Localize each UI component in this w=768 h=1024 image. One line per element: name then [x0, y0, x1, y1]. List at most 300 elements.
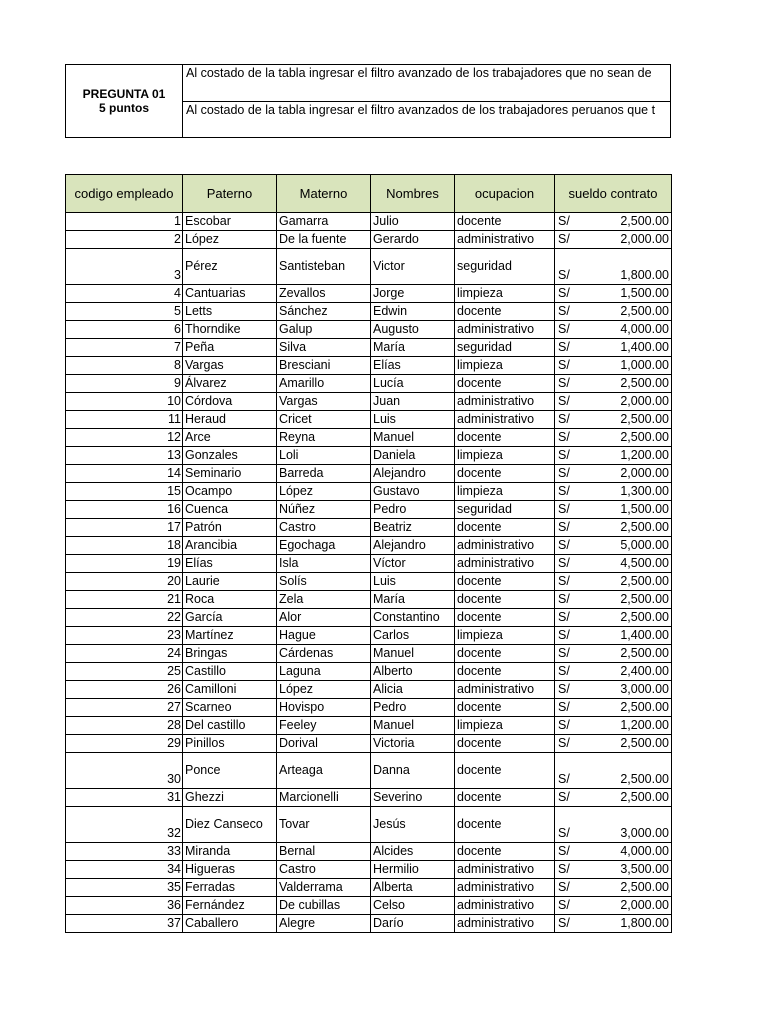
cell-ocupacion[interactable]: administrativo: [455, 321, 555, 339]
cell-paterno[interactable]: Álvarez: [183, 375, 277, 393]
cell-materno[interactable]: Marcionelli: [277, 789, 371, 807]
cell-materno[interactable]: Cricet: [277, 411, 371, 429]
cell-nombres[interactable]: Danna: [371, 753, 455, 789]
cell-ocupacion[interactable]: administrativo: [455, 537, 555, 555]
cell-codigo[interactable]: 4: [66, 285, 183, 303]
cell-materno[interactable]: Vargas: [277, 393, 371, 411]
cell-codigo[interactable]: 21: [66, 591, 183, 609]
cell-materno[interactable]: Núñez: [277, 501, 371, 519]
cell-nombres[interactable]: María: [371, 591, 455, 609]
header-sueldo[interactable]: sueldo contrato: [555, 175, 672, 213]
cell-materno[interactable]: De la fuente: [277, 231, 371, 249]
salary-amount: 2,500.00: [620, 430, 669, 444]
header-ocupacion[interactable]: ocupacion: [455, 175, 555, 213]
cell-paterno[interactable]: López: [183, 231, 277, 249]
cell-paterno[interactable]: Ghezzi: [183, 789, 277, 807]
cell-sueldo[interactable]: [555, 645, 672, 663]
cell-paterno[interactable]: Fernández: [183, 897, 277, 915]
cell-codigo[interactable]: 31: [66, 789, 183, 807]
cell-nombres[interactable]: Augusto: [371, 321, 455, 339]
cell-materno[interactable]: Castro: [277, 519, 371, 537]
cell-materno[interactable]: Alegre: [277, 915, 371, 933]
cell-sueldo[interactable]: [555, 447, 672, 465]
cell-codigo[interactable]: 30: [66, 753, 183, 789]
cell-nombres[interactable]: Victoria: [371, 735, 455, 753]
cell-sueldo[interactable]: [555, 429, 672, 447]
cell-materno[interactable]: De cubillas: [277, 897, 371, 915]
header-codigo[interactable]: codigo empleado: [66, 175, 183, 213]
cell-codigo[interactable]: 32: [66, 807, 183, 843]
cell-codigo[interactable]: 19: [66, 555, 183, 573]
cell-ocupacion[interactable]: docente: [455, 519, 555, 537]
currency-symbol: S/: [558, 376, 570, 390]
cell-materno[interactable]: Tovar: [277, 807, 371, 843]
salary-amount: 1,800.00: [620, 916, 669, 930]
cell-nombres[interactable]: Alicia: [371, 681, 455, 699]
currency-symbol: S/: [558, 232, 570, 246]
cell-ocupacion[interactable]: administrativo: [455, 411, 555, 429]
cell-ocupacion[interactable]: docente: [455, 645, 555, 663]
cell-materno[interactable]: Galup: [277, 321, 371, 339]
currency-symbol: S/: [558, 538, 570, 552]
cell-paterno[interactable]: Pérez: [183, 249, 277, 285]
cell-nombres[interactable]: Daniela: [371, 447, 455, 465]
cell-codigo[interactable]: 33: [66, 843, 183, 861]
cell-sueldo[interactable]: [555, 699, 672, 717]
cell-ocupacion[interactable]: administrativo: [455, 897, 555, 915]
cell-sueldo[interactable]: [555, 213, 672, 231]
cell-sueldo[interactable]: [555, 717, 672, 735]
cell-paterno[interactable]: Heraud: [183, 411, 277, 429]
cell-paterno[interactable]: Martínez: [183, 627, 277, 645]
cell-codigo[interactable]: 3: [66, 249, 183, 285]
cell-ocupacion[interactable]: docente: [455, 843, 555, 861]
currency-symbol: S/: [558, 844, 570, 858]
cell-paterno[interactable]: Ponce: [183, 753, 277, 789]
cell-sueldo[interactable]: [555, 573, 672, 591]
salary-amount: 2,500.00: [620, 700, 669, 714]
table-row: [66, 285, 672, 303]
cell-ocupacion[interactable]: administrativo: [455, 915, 555, 933]
currency-symbol: S/: [558, 574, 570, 588]
cell-sueldo[interactable]: [555, 465, 672, 483]
salary-amount: 2,500.00: [620, 304, 669, 318]
table-row: [66, 357, 672, 375]
cell-paterno[interactable]: Camilloni: [183, 681, 277, 699]
table-row: [66, 213, 672, 231]
header-nombres[interactable]: Nombres: [371, 175, 455, 213]
cell-codigo[interactable]: 1: [66, 213, 183, 231]
table-row: [66, 411, 672, 429]
cell-materno[interactable]: Silva: [277, 339, 371, 357]
cell-materno[interactable]: López: [277, 483, 371, 501]
salary-amount: 1,000.00: [620, 358, 669, 372]
cell-sueldo[interactable]: [555, 231, 672, 249]
cell-paterno[interactable]: Vargas: [183, 357, 277, 375]
cell-paterno[interactable]: Diez Canseco: [183, 807, 277, 843]
currency-symbol: S/: [558, 664, 570, 678]
cell-nombres[interactable]: Edwin: [371, 303, 455, 321]
currency-symbol: S/: [558, 682, 570, 696]
cell-paterno[interactable]: Caballero: [183, 915, 277, 933]
cell-ocupacion[interactable]: docente: [455, 429, 555, 447]
cell-materno[interactable]: Dorival: [277, 735, 371, 753]
cell-paterno[interactable]: Higueras: [183, 861, 277, 879]
cell-nombres[interactable]: Pedro: [371, 501, 455, 519]
cell-sueldo[interactable]: [555, 861, 672, 879]
table-row: [66, 717, 672, 735]
cell-nombres[interactable]: Lucía: [371, 375, 455, 393]
cell-ocupacion[interactable]: administrativo: [455, 879, 555, 897]
cell-codigo[interactable]: 20: [66, 573, 183, 591]
cell-materno[interactable]: Santisteban: [277, 249, 371, 285]
currency-symbol: S/: [558, 790, 570, 804]
salary-amount: 1,800.00: [620, 268, 669, 282]
cell-materno[interactable]: Solís: [277, 573, 371, 591]
cell-materno[interactable]: Arteaga: [277, 753, 371, 789]
cell-materno[interactable]: Zevallos: [277, 285, 371, 303]
cell-nombres[interactable]: Hermilio: [371, 861, 455, 879]
cell-codigo[interactable]: 12: [66, 429, 183, 447]
cell-ocupacion[interactable]: docente: [455, 591, 555, 609]
cell-ocupacion[interactable]: seguridad: [455, 339, 555, 357]
currency-symbol: S/: [558, 772, 570, 786]
cell-paterno[interactable]: Arancibia: [183, 537, 277, 555]
cell-paterno[interactable]: Córdova: [183, 393, 277, 411]
header-materno[interactable]: Materno: [277, 175, 371, 213]
table-row: [66, 249, 672, 285]
cell-paterno[interactable]: Cantuarias: [183, 285, 277, 303]
table-row: [66, 447, 672, 465]
table-row: [66, 915, 672, 933]
cell-materno[interactable]: Amarillo: [277, 375, 371, 393]
currency-symbol: S/: [558, 700, 570, 714]
table-row: [66, 897, 672, 915]
cell-ocupacion[interactable]: docente: [455, 807, 555, 843]
salary-amount: 1,300.00: [620, 484, 669, 498]
cell-nombres[interactable]: Gustavo: [371, 483, 455, 501]
cell-sueldo[interactable]: [555, 501, 672, 519]
cell-sueldo[interactable]: [555, 897, 672, 915]
cell-ocupacion[interactable]: limpieza: [455, 357, 555, 375]
cell-paterno[interactable]: Ferradas: [183, 879, 277, 897]
table-row: [66, 537, 672, 555]
salary-amount: 1,400.00: [620, 628, 669, 642]
cell-materno[interactable]: Laguna: [277, 663, 371, 681]
cell-codigo[interactable]: 10: [66, 393, 183, 411]
cell-codigo[interactable]: 7: [66, 339, 183, 357]
cell-ocupacion[interactable]: docente: [455, 573, 555, 591]
cell-nombres[interactable]: Jesús: [371, 807, 455, 843]
cell-paterno[interactable]: Escobar: [183, 213, 277, 231]
cell-nombres[interactable]: Luis: [371, 411, 455, 429]
cell-nombres[interactable]: Elías: [371, 357, 455, 375]
cell-paterno[interactable]: Miranda: [183, 843, 277, 861]
question-number: PREGUNTA 01: [82, 87, 166, 101]
cell-sueldo[interactable]: [555, 519, 672, 537]
cell-codigo[interactable]: 2: [66, 231, 183, 249]
table-row: [66, 519, 672, 537]
cell-sueldo[interactable]: [555, 483, 672, 501]
cell-paterno[interactable]: Elías: [183, 555, 277, 573]
cell-sueldo[interactable]: [555, 357, 672, 375]
cell-codigo[interactable]: 37: [66, 915, 183, 933]
cell-sueldo[interactable]: [555, 735, 672, 753]
cell-nombres[interactable]: Constantino: [371, 609, 455, 627]
cell-materno[interactable]: Hague: [277, 627, 371, 645]
cell-paterno[interactable]: Bringas: [183, 645, 277, 663]
cell-sueldo[interactable]: [555, 375, 672, 393]
cell-paterno[interactable]: Laurie: [183, 573, 277, 591]
cell-nombres[interactable]: Jorge: [371, 285, 455, 303]
cell-paterno[interactable]: Letts: [183, 303, 277, 321]
cell-materno[interactable]: Bresciani: [277, 357, 371, 375]
cell-ocupacion[interactable]: docente: [455, 375, 555, 393]
cell-nombres[interactable]: Carlos: [371, 627, 455, 645]
currency-symbol: S/: [558, 520, 570, 534]
salary-amount: 2,500.00: [620, 646, 669, 660]
cell-nombres[interactable]: Alcides: [371, 843, 455, 861]
cell-sueldo[interactable]: [555, 915, 672, 933]
cell-sueldo[interactable]: [555, 555, 672, 573]
cell-codigo[interactable]: 36: [66, 897, 183, 915]
cell-sueldo[interactable]: [555, 609, 672, 627]
cell-nombres[interactable]: Alejandro: [371, 537, 455, 555]
cell-sueldo[interactable]: [555, 339, 672, 357]
cell-ocupacion[interactable]: limpieza: [455, 483, 555, 501]
salary-amount: 2,000.00: [620, 394, 669, 408]
employee-table: [65, 174, 672, 933]
salary-amount: 3,000.00: [620, 826, 669, 840]
cell-sueldo[interactable]: [555, 591, 672, 609]
cell-codigo[interactable]: 11: [66, 411, 183, 429]
cell-materno[interactable]: Sánchez: [277, 303, 371, 321]
salary-amount: 2,500.00: [620, 772, 669, 786]
cell-ocupacion[interactable]: administrativo: [455, 555, 555, 573]
cell-codigo[interactable]: 22: [66, 609, 183, 627]
cell-materno[interactable]: Bernal: [277, 843, 371, 861]
currency-symbol: S/: [558, 430, 570, 444]
currency-symbol: S/: [558, 484, 570, 498]
cell-nombres[interactable]: Víctor: [371, 555, 455, 573]
cell-paterno[interactable]: Patrón: [183, 519, 277, 537]
cell-materno[interactable]: Alor: [277, 609, 371, 627]
currency-symbol: S/: [558, 718, 570, 732]
salary-amount: 2,500.00: [620, 736, 669, 750]
cell-sueldo[interactable]: [555, 843, 672, 861]
cell-codigo[interactable]: 25: [66, 663, 183, 681]
currency-symbol: S/: [558, 502, 570, 516]
salary-amount: 2,500.00: [620, 592, 669, 606]
cell-ocupacion[interactable]: docente: [455, 609, 555, 627]
cell-sueldo[interactable]: [555, 627, 672, 645]
cell-nombres[interactable]: Manuel: [371, 645, 455, 663]
cell-paterno[interactable]: Roca: [183, 591, 277, 609]
cell-sueldo[interactable]: [555, 807, 672, 843]
cell-materno[interactable]: Zela: [277, 591, 371, 609]
currency-symbol: S/: [558, 880, 570, 894]
cell-nombres[interactable]: Victor: [371, 249, 455, 285]
table-row: [66, 789, 672, 807]
currency-symbol: S/: [558, 286, 570, 300]
cell-codigo[interactable]: 24: [66, 645, 183, 663]
question-text-1: Al costado de la tabla ingresar el filtro avanzado de los trabajadores que no sean de: [186, 66, 652, 80]
cell-codigo[interactable]: 17: [66, 519, 183, 537]
salary-amount: 2,500.00: [620, 790, 669, 804]
cell-nombres[interactable]: Alejandro: [371, 465, 455, 483]
cell-codigo[interactable]: 15: [66, 483, 183, 501]
cell-sueldo[interactable]: [555, 285, 672, 303]
cell-ocupacion[interactable]: limpieza: [455, 447, 555, 465]
cell-codigo[interactable]: 16: [66, 501, 183, 519]
cell-ocupacion[interactable]: administrativo: [455, 681, 555, 699]
table-row: [66, 753, 672, 789]
cell-paterno[interactable]: Thorndike: [183, 321, 277, 339]
cell-ocupacion[interactable]: seguridad: [455, 501, 555, 519]
cell-codigo[interactable]: 8: [66, 357, 183, 375]
cell-nombres[interactable]: Manuel: [371, 429, 455, 447]
cell-nombres[interactable]: Celso: [371, 897, 455, 915]
cell-codigo[interactable]: 6: [66, 321, 183, 339]
cell-ocupacion[interactable]: docente: [455, 213, 555, 231]
currency-symbol: S/: [558, 466, 570, 480]
cell-materno[interactable]: Barreda: [277, 465, 371, 483]
cell-paterno[interactable]: Peña: [183, 339, 277, 357]
table-row: [66, 591, 672, 609]
salary-amount: 2,500.00: [620, 880, 669, 894]
table-row: [66, 861, 672, 879]
cell-nombres[interactable]: Gerardo: [371, 231, 455, 249]
cell-codigo[interactable]: 9: [66, 375, 183, 393]
cell-ocupacion[interactable]: docente: [455, 663, 555, 681]
cell-codigo[interactable]: 5: [66, 303, 183, 321]
cell-sueldo[interactable]: [555, 753, 672, 789]
cell-ocupacion[interactable]: limpieza: [455, 717, 555, 735]
cell-paterno[interactable]: Pinillos: [183, 735, 277, 753]
header-paterno[interactable]: Paterno: [183, 175, 277, 213]
currency-symbol: S/: [558, 322, 570, 336]
cell-paterno[interactable]: Castillo: [183, 663, 277, 681]
cell-nombres[interactable]: Alberta: [371, 879, 455, 897]
cell-ocupacion[interactable]: administrativo: [455, 861, 555, 879]
salary-amount: 2,500.00: [620, 574, 669, 588]
cell-ocupacion[interactable]: limpieza: [455, 285, 555, 303]
salary-amount: 2,000.00: [620, 232, 669, 246]
cell-materno[interactable]: Reyna: [277, 429, 371, 447]
cell-materno[interactable]: Cárdenas: [277, 645, 371, 663]
cell-ocupacion[interactable]: administrativo: [455, 393, 555, 411]
cell-materno[interactable]: Loli: [277, 447, 371, 465]
cell-materno[interactable]: López: [277, 681, 371, 699]
table-row: [66, 339, 672, 357]
cell-ocupacion[interactable]: limpieza: [455, 627, 555, 645]
cell-materno[interactable]: Castro: [277, 861, 371, 879]
cell-sueldo[interactable]: [555, 411, 672, 429]
cell-materno[interactable]: Isla: [277, 555, 371, 573]
cell-materno[interactable]: Egochaga: [277, 537, 371, 555]
table-row: [66, 735, 672, 753]
cell-paterno[interactable]: Cuenca: [183, 501, 277, 519]
cell-codigo[interactable]: 26: [66, 681, 183, 699]
cell-nombres[interactable]: Pedro: [371, 699, 455, 717]
cell-nombres[interactable]: María: [371, 339, 455, 357]
cell-sueldo[interactable]: [555, 303, 672, 321]
salary-amount: 2,000.00: [620, 466, 669, 480]
cell-nombres[interactable]: Darío: [371, 915, 455, 933]
cell-codigo[interactable]: 13: [66, 447, 183, 465]
cell-materno[interactable]: Feeley: [277, 717, 371, 735]
cell-sueldo[interactable]: [555, 681, 672, 699]
cell-nombres[interactable]: Manuel: [371, 717, 455, 735]
currency-symbol: S/: [558, 448, 570, 462]
table-row: [66, 555, 672, 573]
cell-codigo[interactable]: 28: [66, 717, 183, 735]
cell-sueldo[interactable]: [555, 537, 672, 555]
cell-paterno[interactable]: García: [183, 609, 277, 627]
cell-materno[interactable]: Valderrama: [277, 879, 371, 897]
cell-codigo[interactable]: 34: [66, 861, 183, 879]
cell-codigo[interactable]: 14: [66, 465, 183, 483]
table-row: [66, 807, 672, 843]
currency-symbol: S/: [558, 268, 570, 282]
cell-nombres[interactable]: Juan: [371, 393, 455, 411]
cell-codigo[interactable]: 23: [66, 627, 183, 645]
cell-materno[interactable]: Gamarra: [277, 213, 371, 231]
cell-ocupacion[interactable]: docente: [455, 789, 555, 807]
salary-amount: 1,500.00: [620, 502, 669, 516]
cell-sueldo[interactable]: [555, 321, 672, 339]
cell-sueldo[interactable]: [555, 663, 672, 681]
currency-symbol: S/: [558, 898, 570, 912]
cell-ocupacion[interactable]: docente: [455, 735, 555, 753]
cell-nombres[interactable]: Julio: [371, 213, 455, 231]
cell-sueldo[interactable]: [555, 789, 672, 807]
cell-nombres[interactable]: Luis: [371, 573, 455, 591]
salary-amount: 4,000.00: [620, 322, 669, 336]
cell-paterno[interactable]: Arce: [183, 429, 277, 447]
cell-ocupacion[interactable]: docente: [455, 303, 555, 321]
cell-paterno[interactable]: Seminario: [183, 465, 277, 483]
cell-codigo[interactable]: 18: [66, 537, 183, 555]
cell-paterno[interactable]: Gonzales: [183, 447, 277, 465]
cell-sueldo[interactable]: [555, 879, 672, 897]
salary-amount: 2,500.00: [620, 376, 669, 390]
cell-nombres[interactable]: Beatriz: [371, 519, 455, 537]
cell-paterno[interactable]: Scarneo: [183, 699, 277, 717]
cell-codigo[interactable]: 27: [66, 699, 183, 717]
cell-sueldo[interactable]: [555, 393, 672, 411]
cell-ocupacion[interactable]: seguridad: [455, 249, 555, 285]
cell-ocupacion[interactable]: docente: [455, 699, 555, 717]
cell-ocupacion[interactable]: docente: [455, 753, 555, 789]
cell-ocupacion[interactable]: docente: [455, 465, 555, 483]
cell-sueldo[interactable]: [555, 249, 672, 285]
cell-codigo[interactable]: 35: [66, 879, 183, 897]
currency-symbol: S/: [558, 214, 570, 228]
cell-materno[interactable]: Hovispo: [277, 699, 371, 717]
cell-paterno[interactable]: Del castillo: [183, 717, 277, 735]
cell-codigo[interactable]: 29: [66, 735, 183, 753]
salary-amount: 2,500.00: [620, 610, 669, 624]
salary-amount: 2,500.00: [620, 520, 669, 534]
cell-ocupacion[interactable]: administrativo: [455, 231, 555, 249]
cell-nombres[interactable]: Severino: [371, 789, 455, 807]
cell-paterno[interactable]: Ocampo: [183, 483, 277, 501]
currency-symbol: S/: [558, 826, 570, 840]
cell-nombres[interactable]: Alberto: [371, 663, 455, 681]
currency-symbol: S/: [558, 340, 570, 354]
table-row: [66, 645, 672, 663]
